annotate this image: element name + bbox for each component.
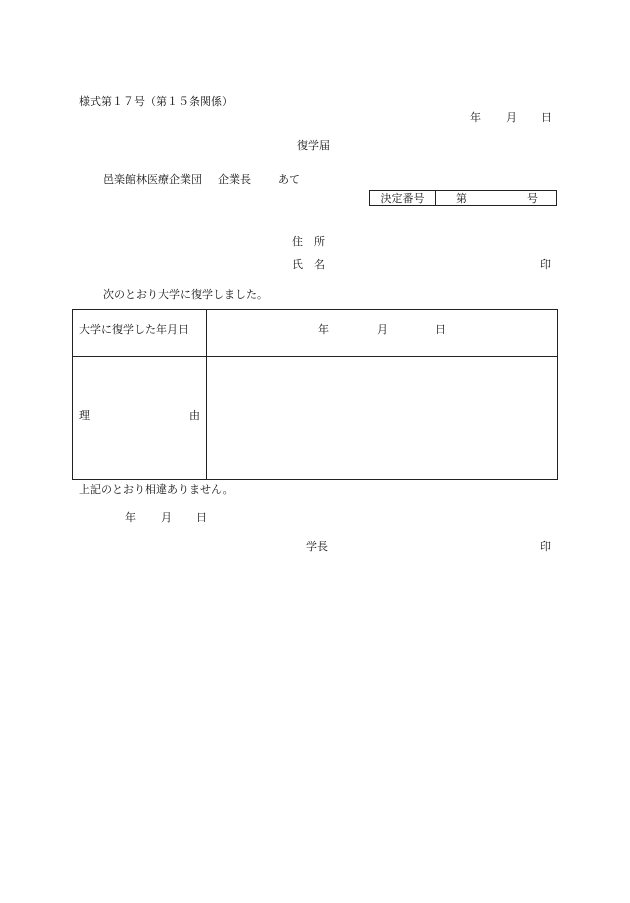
document-title: 復学届 [297,139,330,152]
president-label: 学長 [306,540,328,553]
decision-number-prefix: 第 [456,192,467,205]
president-seal-mark: 印 [540,540,551,553]
header-date-year: 年 [470,111,481,124]
table-row-divider [73,356,557,357]
decision-number-label: 決定番号 [380,192,425,205]
footer-date-year: 年 [125,511,136,524]
addressee-org: 邑楽館林医療企業団 [103,173,202,186]
return-date-day: 日 [435,323,446,336]
reason-label-right: 由 [189,409,200,422]
table-column-divider [206,310,207,479]
return-date-month: 月 [377,323,388,336]
addressee-position: 企業長 [218,173,251,186]
footer-date-day: 日 [196,511,207,524]
return-date-year: 年 [318,323,329,336]
footer-date-month: 月 [161,511,172,524]
intro-sentence: 次のとおり大学に復学しました。 [103,288,268,301]
decision-number-field[interactable] [436,191,556,205]
header-date-day: 日 [541,111,552,124]
return-date-label: 大学に復学した年月日 [79,323,189,336]
return-details-table [72,309,558,480]
address-label: 住 所 [292,235,325,248]
form-number: 様式第１７号（第１５条関係） [79,95,233,108]
addressee-suffix: あて [278,173,300,186]
decision-number-suffix: 号 [527,192,538,205]
reason-label-left: 理 [79,409,90,422]
confirmation-sentence: 上記のとおり相違ありません。 [79,483,234,496]
header-date-month: 月 [506,111,517,124]
name-label: 氏 名 [292,258,325,271]
decision-number-box [369,190,557,206]
applicant-seal-mark: 印 [540,258,551,271]
